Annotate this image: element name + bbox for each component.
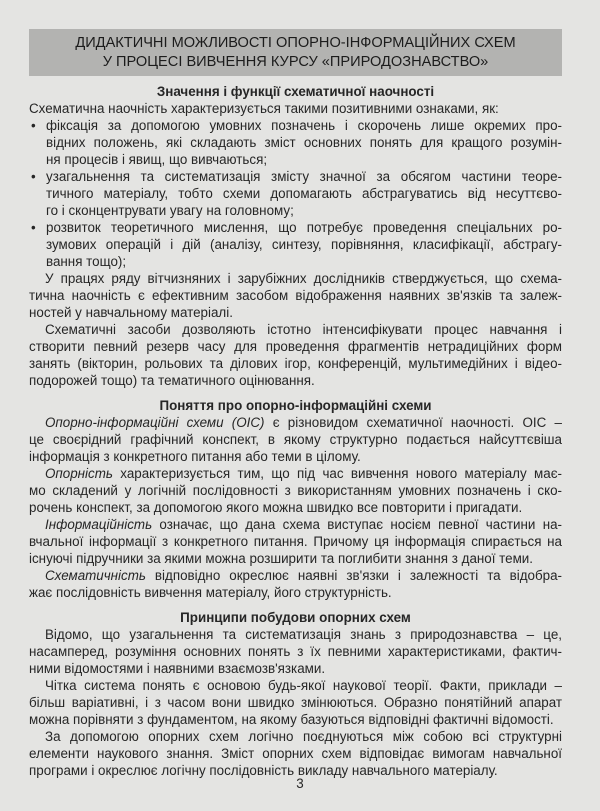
section-heading: Принципи побудови опорних схем (180, 610, 411, 625)
text-line: подорожей тощо) та тематичного оцінювання. (29, 373, 315, 388)
bullet-icon: • (31, 169, 36, 184)
paragraph (29, 677, 562, 728)
text-line: створити певний резерв часу для проведення фрагментів нетрадиційних форм (29, 339, 562, 354)
bullet-item (29, 168, 562, 219)
text-line: У працях ряду вітчизняних і зарубіжних дослідників стверджується, що схема- (45, 271, 562, 286)
paragraph (29, 414, 562, 465)
text-line: насамперед, розуміння основних понять з їх певними характеристиками, фактич- (29, 644, 562, 659)
title-banner (29, 29, 562, 76)
text-line: • розвиток теоретичного мислення, що потребує проведення спеціальних ро- (31, 220, 562, 235)
bullet-icon: • (31, 220, 36, 235)
text-line: програми і окреслює логічну послідовність викладу навчального матеріалу. (29, 763, 498, 778)
text-line: відних положень, які складають зміст основних понять для кращого розумін- (46, 135, 562, 150)
text-line: Опорність характеризується тим, що під час вивчення нового матеріалу має- (45, 466, 562, 481)
text-line: • фіксація за допомогою умовних позначень і скорочень лише окремих про- (31, 118, 562, 133)
bullet-icon: • (31, 118, 36, 133)
text-line: жає послідовність вивчення матеріалу, його структурність. (29, 585, 392, 600)
text-line: занять (вікторин, рольових та ділових ігор, конференцій, мультимедійних і відео- (29, 356, 562, 371)
text-line: вання тощо); (46, 254, 127, 269)
text-line: Опорно-інформаційні схеми (ОІС) є різновидом схематичної наочності. ОІС – (45, 415, 562, 430)
paragraph (29, 270, 562, 321)
text-line: Схематичність відповідно окреслює наявні зв'язки і залежності та відобра- (45, 568, 562, 583)
section-heading: Поняття про опорно-інформаційні схеми (159, 398, 432, 413)
text-line: мо складений у логічній послідовності з використанням умовних позначень і ско- (29, 483, 562, 498)
text-line: більш варіативні, і з часом вони швидко змінюються. Образно понятійний апарат (29, 695, 562, 710)
text-line: існуючі підручники за якими можна розширити та поглибити знання з даної теми. (29, 551, 534, 566)
text-line: Відомо, що узагальнення та систематизація знань з природознавства – це, (45, 627, 562, 642)
text-line: ня процесів і явищ, що вивчаються; (46, 152, 268, 167)
text-line: можна порівняти з фундаментом, на якому базуються відповідні фактичні відомості. (29, 712, 554, 727)
text-line: елементи наукового знання. Зміст опорних схем відповідає вимогам навчальної (29, 746, 562, 761)
term: Опорність (45, 466, 113, 481)
title-line-1: ДИДАКТИЧНІ МОЖЛИВОСТІ ОПОРНО-ІНФОРМАЦІЙНИХ СХЕМ (75, 35, 516, 51)
document-body (29, 79, 562, 779)
text-line: Схематична наочність характеризується такими позитивними ознаками, як: (29, 101, 499, 116)
page-number: 3 (296, 776, 304, 791)
text-line: Схематичні засоби дозволяють істотно інтенсифікувати процес навчання і (45, 322, 562, 337)
bullet-item (29, 117, 562, 168)
text-line: рочень конспект, за допомогою якого можна швидко все повторити і пригадати. (29, 500, 523, 515)
bullet-item (29, 219, 562, 270)
text-line: За допомогою опорних схем логічно поєднуються між собою всі структурні (45, 729, 562, 744)
term: Схематичність (45, 568, 146, 583)
term: Інформаційність (45, 517, 153, 532)
text-line: Чітка система понять є основою будь-якої наукової теорії. Факти, приклади – (45, 678, 562, 693)
paragraph (29, 728, 562, 779)
title-line-2: У ПРОЦЕСІ ВИВЧЕННЯ КУРСУ «ПРИРОДОЗНАВСТВО» (102, 54, 489, 70)
paragraph (29, 465, 562, 516)
text-line: зумових операцій і дій (аналізу, синтезу, порівняння, класифікації, абстрагу- (46, 237, 562, 252)
paragraph (29, 100, 562, 117)
text-line: Інформаційність означає, що дана схема виступає носієм певної частини на- (45, 517, 562, 532)
text-line: тична наочність є ефективним засобом відображення наявних зв'язків та залеж- (29, 288, 562, 303)
text-line: інформація з конкретного питання або теми в цілому. (29, 449, 361, 464)
text-line: це своєрідний графічний конспект, в якому структурно подається найсуттєвіша (29, 432, 562, 447)
text-line: вчальної інформації з конкретного питання. Причому ця інформація спирається на (29, 534, 562, 549)
paragraph (29, 626, 562, 677)
term: Опорно-інформаційні схеми (ОІС) (45, 415, 265, 430)
text-line: тичного матеріалу, тобто схеми допомагають абстрагуватись від несуттєво- (46, 186, 562, 201)
text-line: го і сконцентрувати увагу на головному; (46, 203, 294, 218)
paragraph (29, 516, 562, 567)
paragraph (29, 321, 562, 389)
text-line: • узагальнення та систематизація змісту значної за обсягом частини теоре- (31, 169, 562, 184)
text-line: ностей у навчальному матеріалі. (29, 305, 233, 320)
paragraph (29, 567, 562, 601)
section-heading: Значення і функції схематичної наочності (156, 84, 435, 99)
text-line: ними відомостями і наявними взаємозв'язками. (29, 661, 326, 676)
